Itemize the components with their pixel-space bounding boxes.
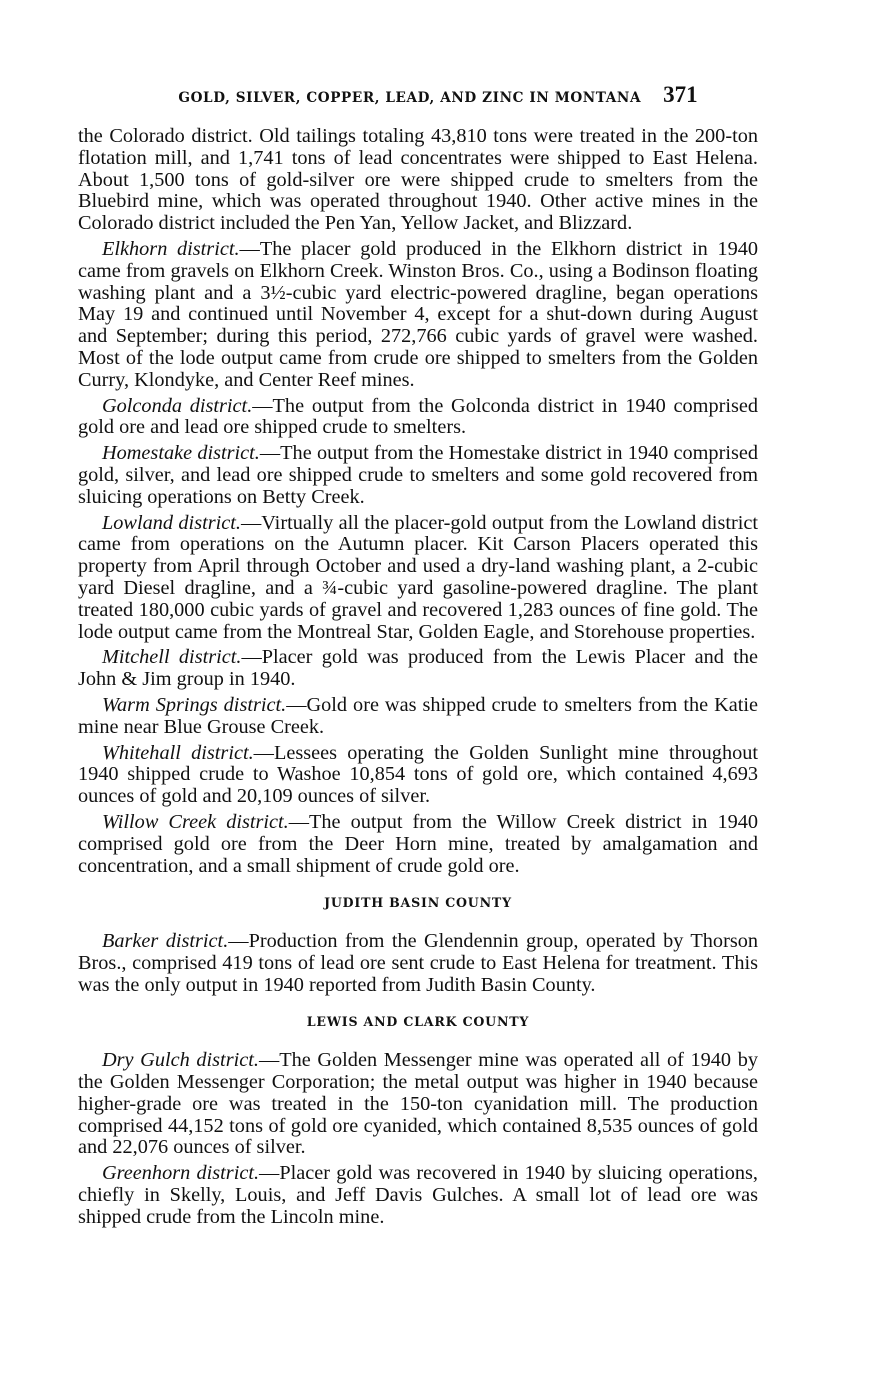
paragraph-text: —The Golden Messenger mine was operated all of 1940 by the Golden Messenger Corporation; the metal output was higher in 1940 because higher-grade ore was treated in the 150-ton cyanidation mill. The production comprised 44,152 tons of gold ore cyanided, which contained 8,535 ounces of gold and 22,076 ounces of silver. [78, 1049, 758, 1159]
paragraph-text: —The placer gold produced in the Elkhorn district in 1940 came from gravels on Elkhorn Creek. Winston Bros. Co., using a Bodinson floating washing plant and a 3½-cubic yard electric-powered dragline, began operations May 19 and continued until November 4, except for a shut-down during August and September; during this period, 272,766 cubic yards of gravel were washed. Most of the lode output came from crude ore shipped to smelters from the Golden Curry, Klondyke, and Center Reef mines. [78, 237, 758, 391]
paragraph-text: —Virtually all the placer-gold output from the Lowland district came from operations on the Autumn placer. Kit Carson Placers operated this property from April through October and used a dry-land washing plant, a 2-cubic yard Diesel dragline, and a ¾-cubic yard gasoline-powered dragline. The plant treated 180,000 cubic yards of gravel and recovered 1,283 ounces of fine gold. The lode output came from the Montreal Star, Golden Eagle, and Storehouse properties. [78, 511, 758, 643]
paragraph-lowland [78, 513, 758, 644]
paragraph-whitehall [78, 743, 758, 808]
district-name: Barker district. [102, 930, 229, 953]
paragraph-barker [78, 931, 758, 996]
page-body [78, 126, 758, 1229]
paragraph-text: —Production from the Glendennin group, operated by Thorson Bros., comprised 419 tons of lead ore sent crude to East Helena for treatment. This was the only output in 1940 reported from Judith Basin County. [78, 930, 758, 996]
section-heading-lewis-and-clark: LEWIS AND CLARK COUNTY [306, 1014, 530, 1030]
paragraph-homestake [78, 443, 758, 508]
paragraph-golconda [78, 396, 758, 440]
paragraph-text: —The output from the Willow Creek district in 1940 comprised gold ore from the Deer Horn mine, treated by amalgamation and concentration, and a small shipment of crude gold ore. [78, 810, 759, 877]
paragraph-text: —The output from the Golconda district in 1940 comprised gold ore and lead ore shipped crude to smelters. [78, 394, 759, 439]
paragraph-text: —Gold ore was shipped crude to smelters from the Katie mine near Blue Grouse Creek. [78, 693, 759, 738]
district-name: Lowland district. [102, 511, 241, 534]
paragraph-greenhorn [78, 1163, 758, 1228]
section-heading-judith-basin: JUDITH BASIN COUNTY [324, 895, 512, 911]
paragraph-willow-creek [78, 812, 758, 877]
paragraph-elkhorn [78, 239, 758, 392]
paragraph-text: —Lessees operating the Golden Sunlight mine throughout 1940 shipped crude to Washoe 10,854 tons of gold ore, which contained 4,693 ounces of gold and 20,109 ounces of silver. [78, 741, 759, 808]
paragraph-colorado-continued: the Colorado district. Old tailings totaling 43,810 tons were treated in the 200-ton flotation mill, and 1,741 tons of lead concentrates were shipped to East Helena. About 1,500 tons of gold-silver ore were shipped crude to smelters from the Bluebird mine, which was operated throughout 1940. Other active mines in the Colorado district included the Pen Yan, Yellow Jacket, and Blizzard. [78, 125, 758, 235]
paragraph-text: —Placer gold was recovered in 1940 by sluicing operations, chiefly in Skelly, Louis, and Jeff Davis Gulches. A small lot of lead ore was shipped crude from the Lincoln mine. [78, 1162, 758, 1228]
paragraph-mitchell [78, 647, 758, 691]
paragraph-text: —Placer gold was produced from the Lewis Placer and the John & Jim group in 1940. [78, 646, 758, 691]
district-name: Greenhorn district. [102, 1162, 260, 1185]
district-name: Whitehall district. [102, 741, 254, 764]
district-name: Elkhorn district. [102, 237, 240, 260]
paragraph-dry-gulch [78, 1050, 758, 1159]
district-name: Mitchell district. [102, 646, 242, 669]
district-name: Warm Springs district. [102, 693, 287, 716]
paragraph-warm-springs [78, 695, 758, 739]
page-number: 371 [663, 82, 698, 107]
district-name: Homestake district. [102, 442, 260, 465]
running-title: GOLD, SILVER, COPPER, LEAD, AND ZINC IN MONTANA [178, 90, 642, 106]
district-name: Willow Creek district. [102, 810, 289, 833]
district-name: Golconda district. [102, 394, 253, 417]
paragraph-text: —The output from the Homestake district in 1940 comprised gold, silver, and lead ore shipped crude to smelters and some gold recovered from sluicing operations on Betty Creek. [78, 442, 759, 508]
district-name: Dry Gulch district. [102, 1049, 259, 1072]
page-header [78, 82, 758, 114]
